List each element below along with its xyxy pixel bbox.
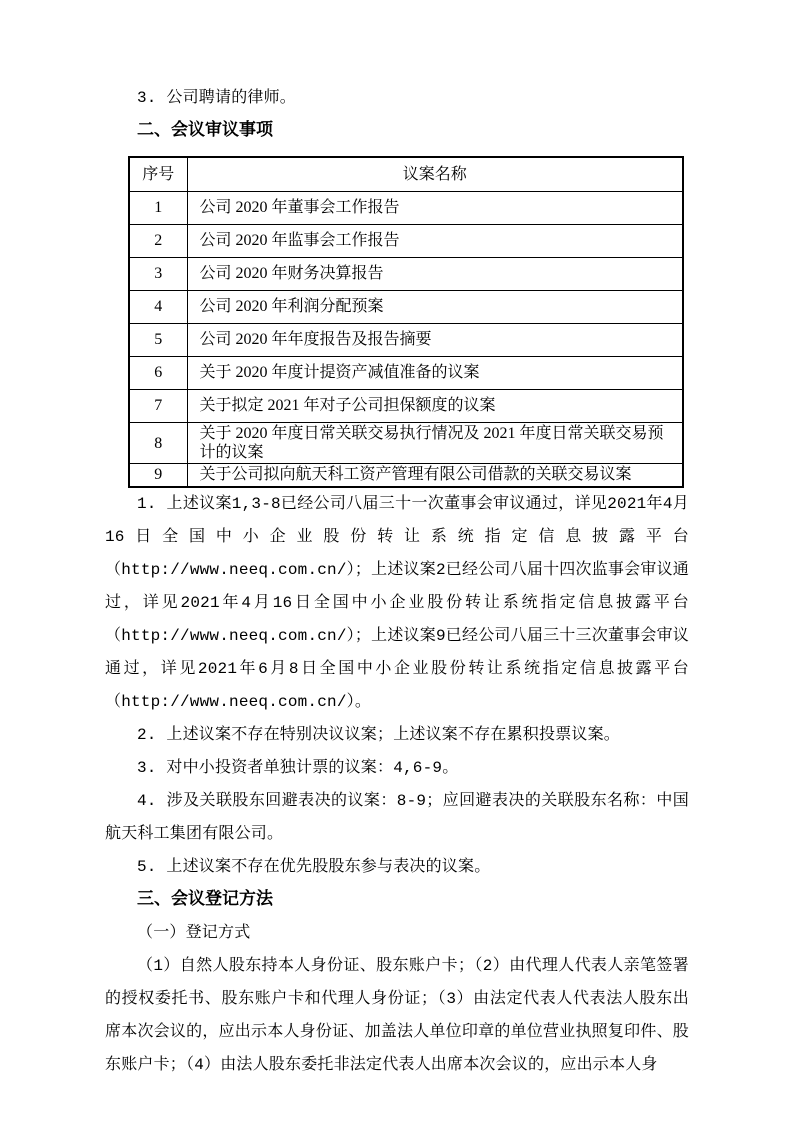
proposal-number: 9: [129, 464, 187, 488]
proposal-name: 公司 2020 年利润分配预案: [187, 291, 683, 324]
column-header-proposal-name: 议案名称: [187, 157, 683, 192]
proposal-name: 公司 2020 年董事会工作报告: [187, 192, 683, 225]
note-special-resolutions: 2. 上述议案不存在特别决议议案；上述议案不存在累积投票议案。: [137, 726, 621, 744]
proposal-name: 公司 2020 年财务决算报告: [187, 258, 683, 291]
note-preferred-shareholders: 5. 上述议案不存在优先股股东参与表决的议案。: [137, 858, 491, 876]
proposal-number: 6: [129, 357, 187, 390]
proposal-number: 5: [129, 324, 187, 357]
registration-instructions-paragraph: （1）自然人股东持本人身份证、股东账户卡；（2）由代理人代表人亲笔签署的授权委托书、股东账户卡和代理人身份证；（3）由法定代表人代表法人股东出席本次会议的，应出示本人身份证、加盖法人单位印章的单位营业执照复印件、股东账户卡；（4）由法人股东委托非法定代表人出席本次会议的，应出示本人身: [105, 957, 689, 1074]
proposal-number: 4: [129, 291, 187, 324]
table-row: [129, 423, 683, 464]
table-row: [129, 192, 683, 225]
table-row: [129, 291, 683, 324]
proposal-number: 2: [129, 225, 187, 258]
subheading-registration-mode: （一）登记方式: [137, 924, 251, 942]
table-row: [129, 324, 683, 357]
list-item-lawyer: 3. 公司聘请的律师。: [137, 89, 297, 107]
table-row: [129, 390, 683, 423]
proposal-name: 关于拟定 2021 年对子公司担保额度的议案: [187, 390, 683, 423]
section-heading-review-items: 二、会议审议事项: [137, 122, 273, 141]
table-row: [129, 464, 683, 488]
proposal-number: 3: [129, 258, 187, 291]
proposal-number: 1: [129, 192, 187, 225]
column-header-number: 序号: [129, 157, 187, 192]
proposal-number: 7: [129, 390, 187, 423]
proposal-number: 8: [129, 423, 187, 464]
proposal-name: 关于 2020 年度计提资产减值准备的议案: [187, 357, 683, 390]
table-header-row: [129, 157, 683, 192]
note-related-shareholder-abstention: 4. 涉及关联股东回避表决的议案：8-9；应回避表决的关联股东名称：中国航天科工集团有限公司。: [105, 792, 689, 843]
table-row: [129, 357, 683, 390]
document-page: [105, 82, 689, 1082]
note-approval-history: 1. 上述议案1,3-8已经公司八届三十一次董事会审议通过，详见2021年4月16日全国中小企业股份转让系统指定信息披露平台（http://www.neeq.com.cn/）；上述议案2已经公司八届十四次监事会审议通过，详见2021年4月16日全国中小企业股份转让系统指定信息披露平台（http://www.neeq.com.cn/）；上述议案9已经公司八届三十三次董事会审议通过，详见2021年6月8日全国中小企业股份转让系统指定信息披露平台（http://www.neeq.com.cn/）。: [105, 495, 689, 711]
proposal-name: 关于公司拟向航天科工资产管理有限公司借款的关联交易议案: [187, 464, 683, 488]
proposal-name: 公司 2020 年年度报告及报告摘要: [187, 324, 683, 357]
note-separate-counting: 3. 对中小投资者单独计票的议案：4,6-9。: [137, 759, 459, 777]
proposal-name: 公司 2020 年监事会工作报告: [187, 225, 683, 258]
section-heading-registration-method: 三、会议登记方法: [137, 891, 273, 910]
table-row: [129, 258, 683, 291]
proposals-table: [128, 156, 684, 488]
table-row: [129, 225, 683, 258]
proposal-name: 关于 2020 年度日常关联交易执行情况及 2021 年度日常关联交易预计的议案: [187, 423, 683, 464]
